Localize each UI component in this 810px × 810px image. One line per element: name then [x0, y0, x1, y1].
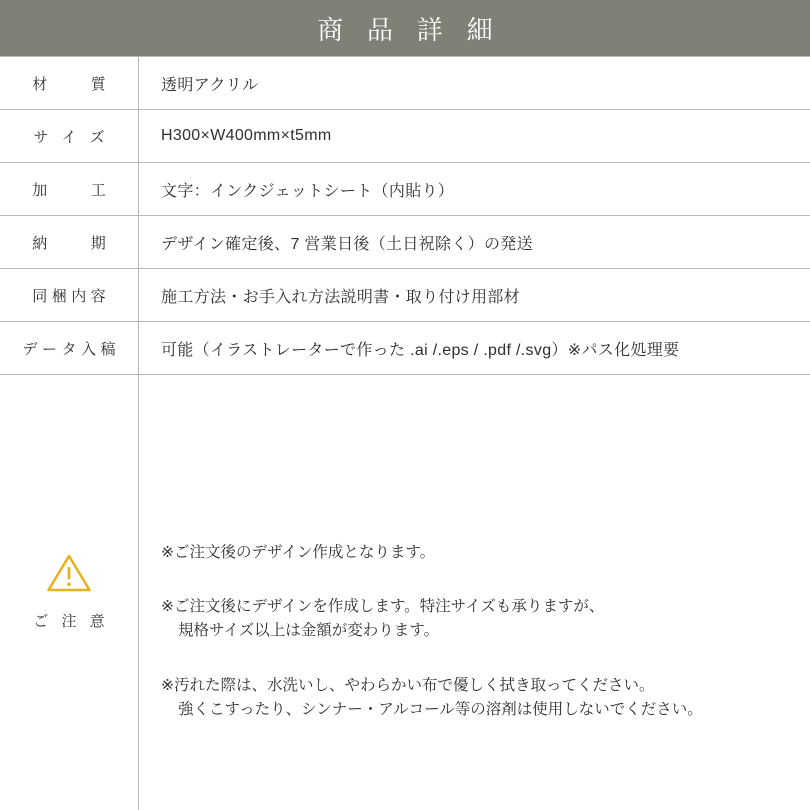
spec-label-processing: 加 工 [0, 163, 139, 216]
notes-row [0, 375, 810, 810]
note-paragraph [161, 674, 792, 722]
spec-label-included: 同梱内容 [0, 269, 139, 322]
notes-label: ご 注 意 [33, 613, 110, 630]
warning-triangle-icon [47, 554, 91, 592]
spec-value-data-submission: 可能（イラストレーターで作った .ai /.eps / .pdf /.svg）※パス化処理要 [139, 322, 810, 375]
page-title: 商 品 詳 細 [0, 0, 810, 56]
table-row [0, 57, 810, 110]
table-row [0, 322, 810, 375]
spec-value-material: 透明アクリル [139, 57, 810, 110]
table-row [0, 110, 810, 163]
spec-value-processing: 文字：インクジェットシート（内貼り） [139, 163, 810, 216]
spec-table [0, 56, 810, 810]
notes-body [161, 463, 792, 721]
notes-cell [139, 375, 810, 810]
spec-label-size: サ イ ズ [0, 110, 139, 163]
spec-value-delivery: デザイン確定後、7 営業日後（土日祝除く）の発送 [139, 216, 810, 269]
note-line: ※ご注文後にデザインを作成します。特注サイズも承りますが、 [161, 598, 605, 616]
spec-value-size: H300×W400mm×t5mm [139, 110, 810, 163]
note-line: 規格サイズ以上は金額が変わります。 [178, 622, 440, 640]
note-paragraph [161, 595, 792, 643]
table-row [0, 216, 810, 269]
note-paragraph [161, 541, 792, 565]
table-row [0, 163, 810, 216]
note-line: 強くこすったり、シンナー・アルコール等の溶剤は使用しないでください。 [178, 700, 703, 718]
note-line: ※ご注文後のデザイン作成となります。 [161, 544, 436, 562]
note-line: ※汚れた際は、水洗いし、やわらかい布で優しく拭き取ってください。 [161, 676, 655, 694]
notes-label-cell [0, 375, 139, 810]
spec-label-delivery: 納 期 [0, 216, 139, 269]
table-row [0, 269, 810, 322]
spec-label-material: 材 質 [0, 57, 139, 110]
spec-label-data-submission: データ入稿 [0, 322, 139, 375]
spec-value-included: 施工方法・お手入れ方法説明書・取り付け用部材 [139, 269, 810, 322]
